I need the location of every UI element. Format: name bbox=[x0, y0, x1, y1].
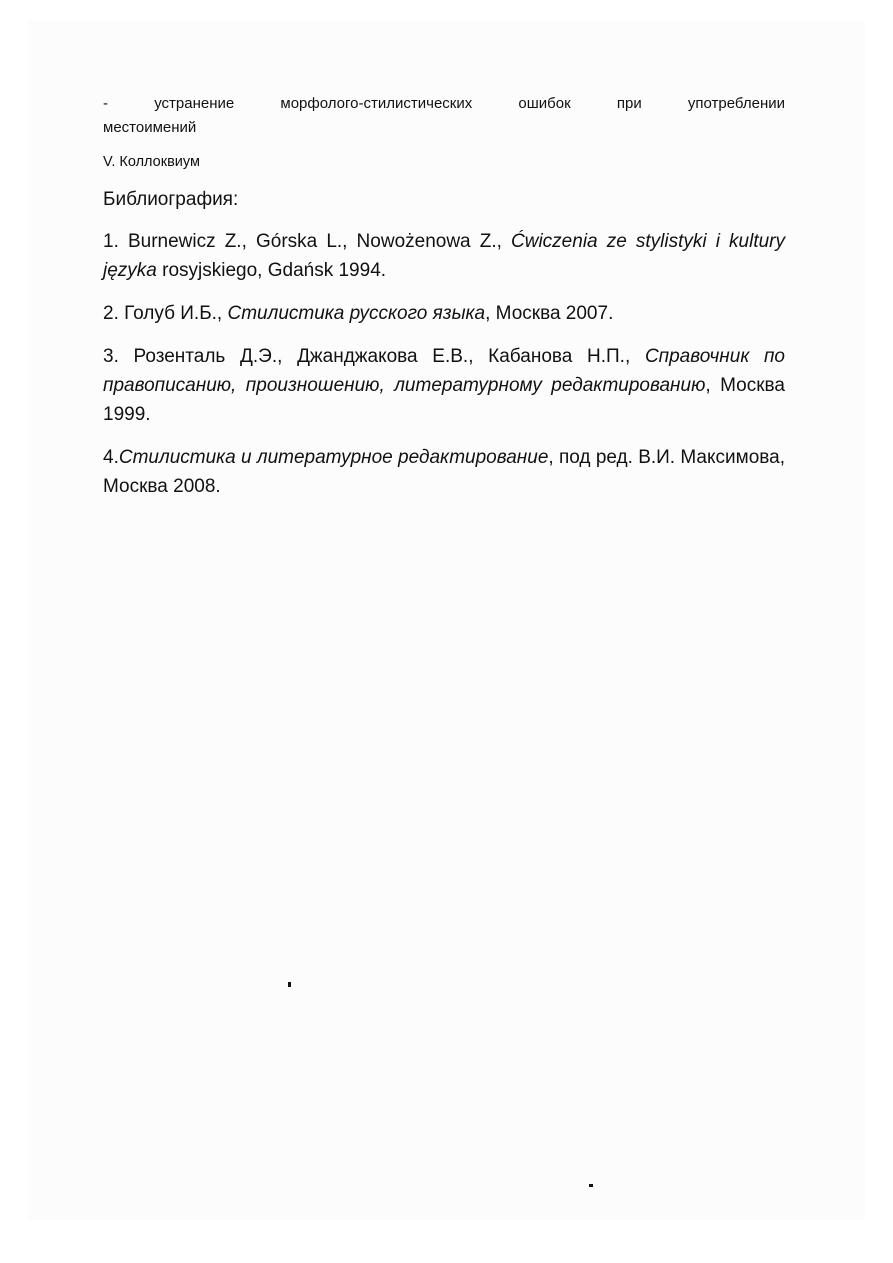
bullet-word: ошибок bbox=[518, 95, 571, 112]
scan-speck bbox=[288, 982, 291, 987]
entry-publication: , под ред. В.И. Максимова, Москва 2008. bbox=[103, 447, 785, 497]
scan-speck bbox=[589, 1184, 593, 1187]
entry-authors: 1. Burnewicz Z., Górska L., Nowożenowa Z., bbox=[103, 231, 512, 252]
bullet-dash: - bbox=[103, 95, 108, 112]
bullet-word: морфолого-стилистических bbox=[280, 95, 473, 112]
bibliography-entry-3 bbox=[103, 342, 785, 429]
entry-title: Стилистика русского языка bbox=[227, 303, 486, 324]
bullet-word: употреблении bbox=[687, 95, 785, 112]
bibliography-entry-2 bbox=[103, 299, 785, 328]
bullet-word: при bbox=[616, 95, 642, 112]
entry-publication: , Москва 2007. bbox=[485, 303, 614, 324]
bullet-item-line bbox=[103, 92, 785, 116]
entry-number: 4. bbox=[103, 447, 119, 468]
bullet-item-continuation: местоимений bbox=[103, 119, 197, 136]
bibliography-entry-1 bbox=[103, 227, 785, 285]
entry-publication: , Москва 1999. bbox=[103, 375, 785, 425]
entry-title: Справочник по правописанию, произношению, литературному редактированию bbox=[103, 346, 786, 396]
bullet-word: устранение bbox=[154, 95, 235, 112]
bibliography-heading: Библиография: bbox=[103, 189, 239, 210]
entry-title: Ćwiczenia ze stylistyki i kultury języka bbox=[103, 231, 786, 281]
entry-publication: rosyjskiego, Gdańsk 1994. bbox=[156, 260, 387, 281]
page-content bbox=[103, 92, 785, 501]
entry-title: Стилистика и литературное редактирование bbox=[118, 447, 549, 468]
entry-authors: 2. Голуб И.Б., bbox=[103, 303, 228, 324]
entry-authors: 3. Розенталь Д.Э., Джанджакова Е.В., Кабанова Н.П., bbox=[103, 346, 645, 367]
section-label: V. Коллоквиум bbox=[103, 154, 200, 170]
bibliography-entry-4 bbox=[103, 443, 785, 501]
